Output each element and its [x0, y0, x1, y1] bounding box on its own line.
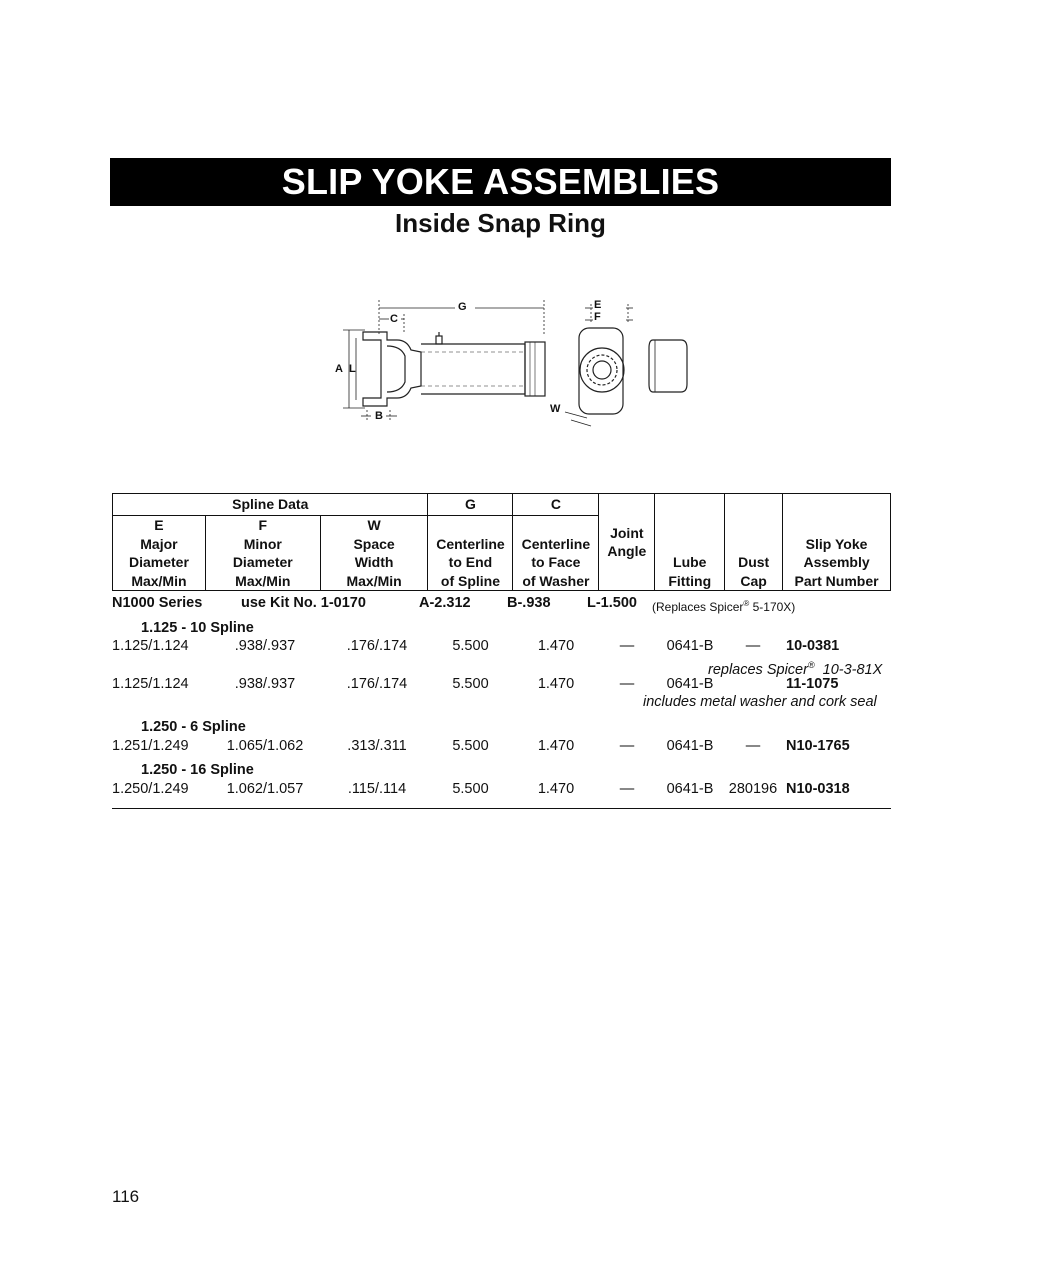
dim-label-w: W	[550, 403, 561, 415]
table-row: 1.125/1.124 .938/.937 .176/.174 5.500 1.470 — 0641-B 11-1075	[112, 676, 839, 692]
series-b: B-.938	[507, 595, 551, 611]
page-title-banner	[110, 158, 891, 206]
group-heading-2: 1.250 - 6 Spline	[141, 719, 246, 735]
group-g: G	[428, 494, 513, 516]
table-row: 1.125/1.124 .938/.937 .176/.174 5.500 1.470 — 0641-B — 10-0381	[112, 638, 840, 654]
table-bottom-rule	[112, 808, 891, 809]
col-joint-angle: Joint Angle	[599, 494, 655, 591]
dim-label-e: E	[594, 299, 602, 311]
series-kit: use Kit No. 1-0170	[241, 595, 366, 611]
dim-label-c: C	[390, 313, 398, 325]
page-subtitle: Inside Snap Ring	[395, 208, 606, 238]
dim-label-l: L	[349, 363, 356, 375]
dim-label-a: A	[335, 363, 343, 375]
group-heading-1: 1.125 - 10 Spline	[141, 620, 254, 636]
series-name: N1000 Series	[112, 595, 203, 611]
page-number: 116	[112, 1187, 140, 1206]
col-minor-diameter: F Minor Diameter Max/Min	[205, 516, 320, 591]
table-row: 1.250/1.249 1.062/1.057 .115/.114 5.500 1.470 — 0641-B 280196 N10-0318	[112, 781, 850, 797]
group-c: C	[513, 494, 599, 516]
series-l: L-1.500	[587, 595, 637, 611]
col-centerline-washer: Centerline to Face of Washer	[513, 516, 599, 591]
col-dust-cap: Dust Cap	[725, 494, 783, 591]
series-replaces: (Replaces Spicer® 5-170X)	[652, 599, 796, 614]
table-row: 1.251/1.249 1.065/1.062 .313/.311 5.500 1.470 — 0641-B — N10-1765	[112, 738, 850, 754]
dim-label-f: F	[594, 311, 601, 323]
col-lube-fitting: Lube Fitting	[655, 494, 725, 591]
group-spline-data: Spline Data	[113, 494, 428, 516]
col-part-number: Slip Yoke Assembly Part Number	[783, 494, 891, 591]
col-major-diameter: E Major Diameter Max/Min	[113, 516, 206, 591]
dim-label-g: G	[458, 301, 467, 313]
series-row	[112, 594, 891, 613]
slip-yoke-diagram	[325, 292, 705, 432]
dim-label-b: B	[375, 410, 383, 422]
col-centerline-end: Centerline to End of Spline	[428, 516, 513, 591]
spec-table-header	[112, 493, 891, 591]
series-a: A-2.312	[419, 595, 471, 611]
note-replaces-spicer: replaces Spicer® 10-3-81X	[708, 660, 883, 678]
page-title: SLIP YOKE ASSEMBLIES	[281, 161, 720, 202]
note-washer-seal: includes metal washer and cork seal	[643, 694, 877, 710]
group-heading-3: 1.250 - 16 Spline	[141, 762, 254, 778]
col-space-width: W Space Width Max/Min	[320, 516, 428, 591]
